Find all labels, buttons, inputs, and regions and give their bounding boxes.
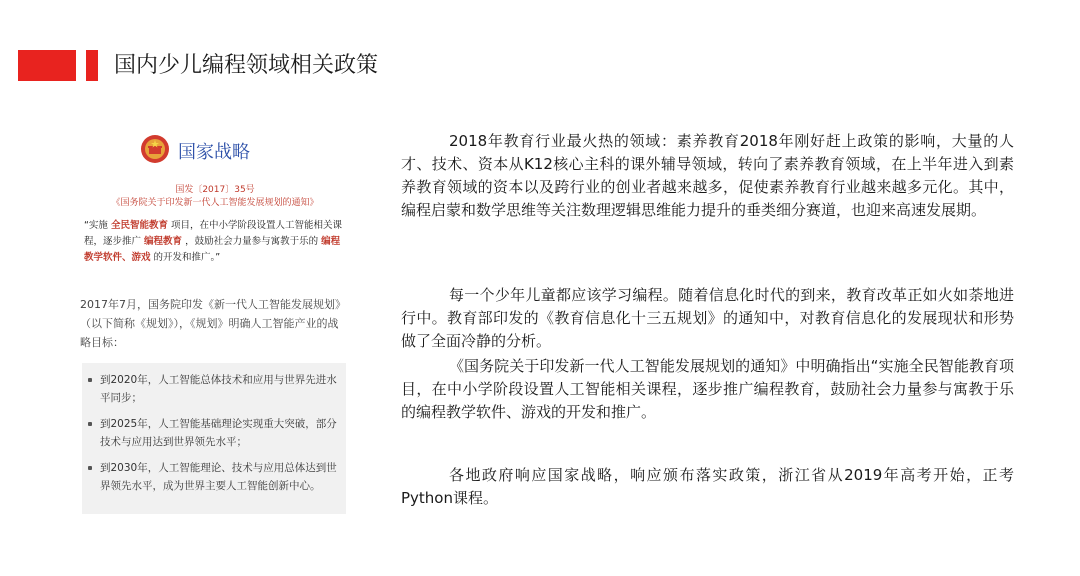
body-paragraph: 每一个少年儿童都应该学习编程。随着信息化时代的到来，教育改革正如火如荼地进行中。教育部印发的《教育信息化十三五规划》的通知中，对教育信息化的发展现状和形势做了全面冷静的分析。 [401, 286, 1014, 350]
policy-quote [84, 218, 346, 266]
goal-text: 到2030年，人工智能理论、技术与应用总体达到世界领先水平，成为世界主要人工智能创新中心。 [100, 462, 337, 492]
document-title: 《国务院关于印发新一代人工智能发展规划的通知》 [111, 198, 319, 208]
title-accent-bar [18, 50, 76, 81]
goals-box [82, 363, 346, 514]
document-number: 国发〔2017〕35号 [175, 185, 255, 195]
title-accent-block [86, 50, 98, 81]
page-title: 国内少儿编程领域相关政策 [114, 53, 379, 78]
national-emblem-icon [140, 134, 170, 164]
bullet-icon [88, 378, 92, 382]
quote-text: “实施 [84, 220, 111, 231]
body-paragraph: 各地政府响应国家战略，响应颁布落实政策，浙江省从2019年高考开始，正考Python课程。 [401, 466, 1014, 507]
brand-title: 国家战略 [178, 142, 250, 163]
list-item [88, 415, 340, 451]
list-item [88, 459, 340, 495]
bullet-icon [88, 422, 92, 426]
quote-text: 的开发和推广。” [150, 252, 221, 263]
bullet-icon [88, 466, 92, 470]
body-paragraph: 2018年教育行业最火热的领域：素养教育2018年刚好赶上政策的影响，大量的人才、技术、资本从K12核心主科的课外辅导领域，转向了素养教育领域，在上半年进入到素养教育领域的资本以及跨行业的创业者越来越多，促使素养教育行业越来越多元化。其中，编程启蒙和数学思维等关注数理逻辑思维能力提升的垂类细分赛道，也迎来高速发展期。 [401, 132, 1014, 219]
quote-highlight: 编程教学软件、游戏 [84, 236, 341, 263]
policy-card [80, 125, 350, 518]
quote-highlight: 全民智能教育 [110, 220, 168, 231]
goal-text: 到2020年，人工智能总体技术和应用与世界先进水平同步； [100, 374, 337, 404]
quote-text: 项目，在中小学阶段设置人工智能相关课程，逐步推广 [84, 220, 342, 247]
list-item [88, 371, 340, 407]
goal-text: 到2025年，人工智能基础理论实现重大突破，部分技术与应用达到世界领先水平； [100, 418, 337, 448]
policy-intro: 2017年7月，国务院印发《新一代人工智能发展规划》（以下简称《规划》），《规划》明确人工智能产业的战略目标： [80, 298, 346, 349]
quote-text: ，鼓励社会力量参与寓教于乐的 [182, 236, 322, 247]
body-paragraph: 《国务院关于印发新一代人工智能发展规划的通知》中明确指出“实施全民智能教育项目，在中小学阶段设置人工智能相关课程，逐步推广编程教育，鼓励社会力量参与寓教于乐的编程教学软件、游戏的开发和推广。 [401, 357, 1014, 421]
quote-highlight: 编程教育 [144, 236, 183, 247]
